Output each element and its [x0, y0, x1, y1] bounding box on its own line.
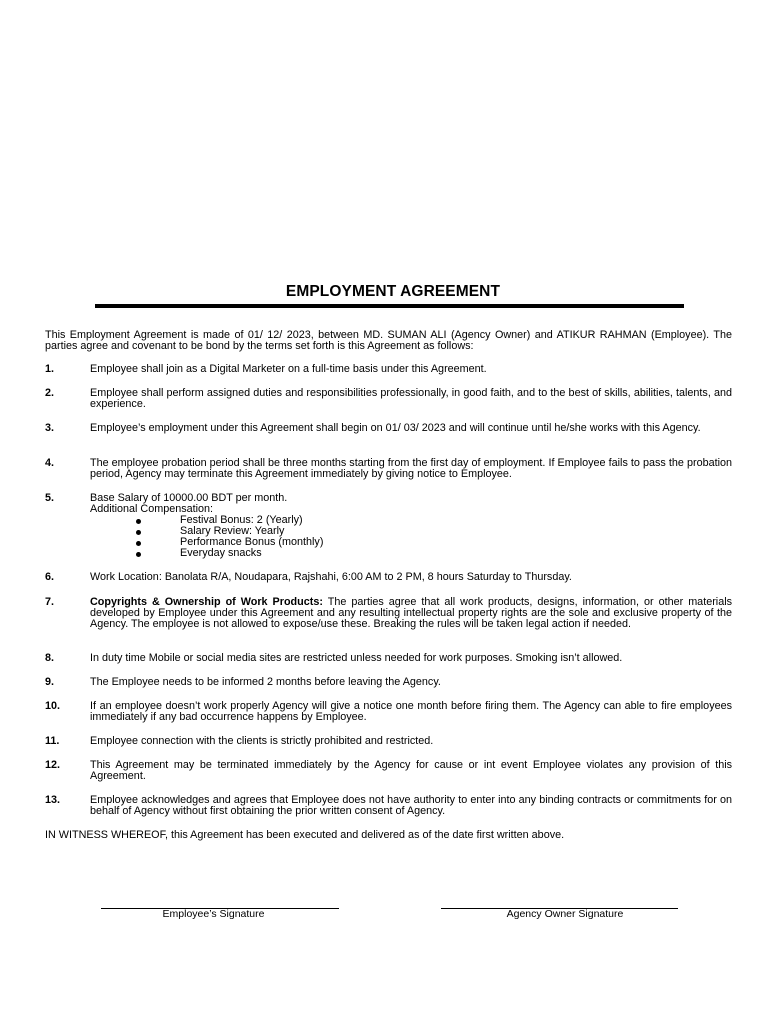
clause-number: 9.: [45, 676, 55, 688]
clause-12: [45, 760, 732, 782]
clause-4: [45, 458, 732, 480]
list-item-text: Everyday snacks: [180, 547, 262, 559]
clause-text: Employee connection with the clients is strictly prohibited and restricted.: [90, 735, 434, 747]
title-underline: [95, 304, 684, 308]
clause-number: 13.: [45, 794, 61, 806]
clause-number: 1.: [45, 363, 55, 375]
clause-text: This Agreement may be terminated immediately by the Agency for cause or int event Employee violates any provision of this Agreement.: [90, 759, 732, 782]
clause-text: Employee shall perform assigned duties and responsibilities professionally, in good faith, and to the best of skills, abilities, talents, and experience.: [90, 387, 732, 410]
clause-text: [90, 597, 732, 630]
employee-signature-label: Employee’s Signature: [162, 908, 265, 920]
clause-number: 8.: [45, 652, 55, 664]
bullet-icon: [136, 519, 141, 524]
list-item-text: Performance Bonus (monthly): [180, 536, 324, 548]
clause-13: [45, 795, 732, 817]
clause-text: In duty time Mobile or social media sites are restricted unless needed for work purposes. Smoking isn’t allowed.: [90, 652, 623, 664]
clause-text: The employee probation period shall be three months starting from the first day of employment. If Employee fails to pass the probation period, Agency may terminate this Agreement immediately by giving notice to Employee.: [90, 457, 732, 480]
intro-paragraph: This Employment Agreement is made of 01/ 12/ 2023, between MD. SUMAN ALI (Agency Owner) and ATIKUR RAHMAN (Employee). The parties agree and covenant to be bond by the terms set forth is this Agreement as follows:: [45, 329, 732, 352]
clause-9: [45, 677, 732, 688]
clause-11: [45, 736, 732, 747]
clause-body: The parties agree that all work products, designs, information, or other materials developed by Employee under this Agreement and any resulting intellectual property rights are the sole and exclusive property of the Agency. The employee is not allowed to expose/use these. Breaking the rules will be taken legal action if needed.: [90, 596, 732, 630]
clause-2: [45, 388, 732, 410]
clause-8: [45, 653, 732, 664]
clause-text: Work Location: Banolata R/A, Noudapara, Rajshahi, 6:00 AM to 2 PM, 8 hours Saturday to Thursday.: [90, 571, 572, 583]
bullet-icon: [136, 552, 141, 557]
clause-heading: Copyrights & Ownership of Work Products:: [90, 596, 323, 608]
clause-text: Employee’s employment under this Agreement shall begin on 01/ 03/ 2023 and will continue until he/she works with this Agency.: [90, 422, 701, 434]
clause-5: [45, 493, 732, 559]
bullet-icon: [136, 541, 141, 546]
base-salary-line: Base Salary of 10000.00 BDT per month.: [90, 492, 288, 504]
list-item-text: Festival Bonus: 2 (Yearly): [180, 514, 303, 526]
clause-6: [45, 572, 732, 583]
clause-3: [45, 423, 732, 434]
clause-number: 3.: [45, 422, 55, 434]
clause-text: Employee acknowledges and agrees that Employee does not have authority to enter into any binding contracts or commitments for on behalf of Agency without first obtaining the prior written consent of Agency.: [90, 794, 732, 817]
clause-1: [45, 364, 732, 375]
owner-signature-label: Agency Owner Signature: [506, 908, 624, 920]
clause-text: Employee shall join as a Digital Marketer on a full-time basis under this Agreement.: [90, 363, 487, 375]
clause-text: If an employee doesn’t work properly Agency will give a notice one month before firing them. The Agency can able to fire employees immediately if any bad occurrence happens by Employee.: [90, 700, 732, 723]
clause-number: 10.: [45, 700, 61, 712]
compensation-list: [90, 515, 732, 559]
clause-text: [90, 493, 732, 559]
bullet-icon: [136, 530, 141, 535]
clause-number: 6.: [45, 571, 55, 583]
clause-number: 12.: [45, 759, 61, 771]
clause-10: [45, 701, 732, 723]
page-title: EMPLOYMENT AGREEMENT: [285, 283, 501, 300]
additional-compensation-line: Additional Compensation:: [90, 503, 214, 515]
clause-text: The Employee needs to be informed 2 months before leaving the Agency.: [90, 676, 441, 688]
clause-number: 4.: [45, 457, 55, 469]
witness-statement: IN WITNESS WHEREOF, this Agreement has been executed and delivered as of the date first written above.: [45, 829, 565, 841]
clause-7: [45, 597, 732, 630]
clause-number: 2.: [45, 387, 55, 399]
clause-number: 7.: [45, 596, 55, 608]
clause-number: 5.: [45, 492, 55, 504]
list-item-text: Salary Review: Yearly: [180, 525, 285, 537]
clause-number: 11.: [45, 735, 60, 747]
list-item: [90, 548, 732, 559]
